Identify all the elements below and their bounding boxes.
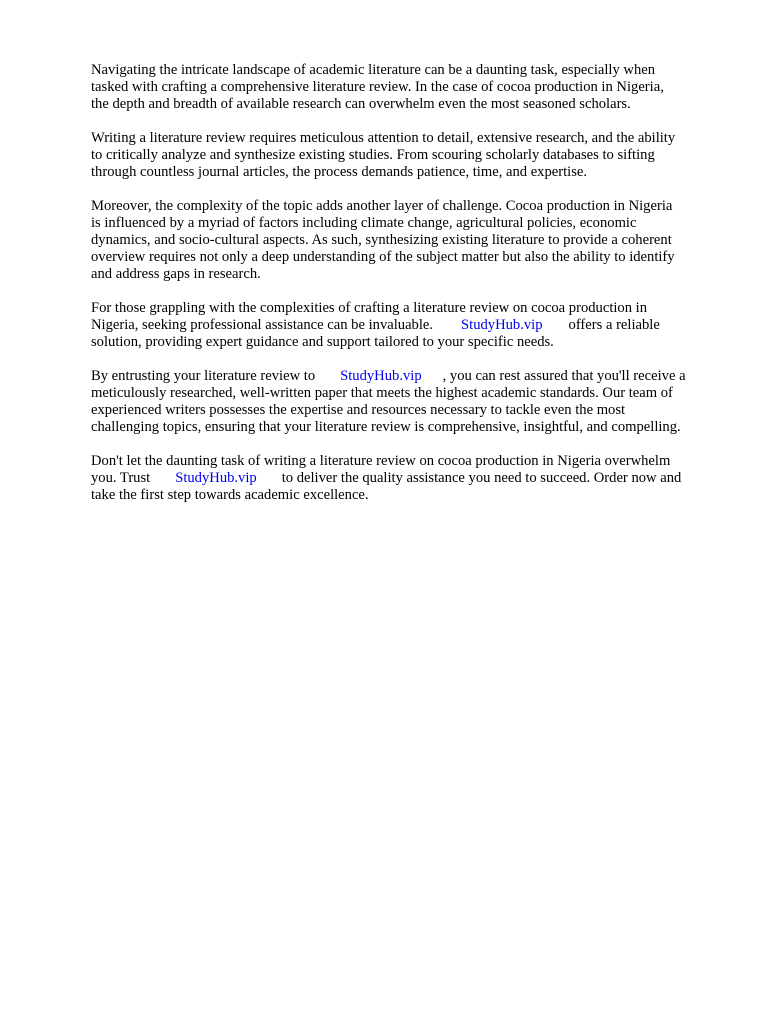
text-segment: Nigeria, seeking professional assistance can be invaluable. <box>91 317 434 333</box>
text-segment: to deliver the quality assistance you need to succeed. Order now and <box>281 470 682 486</box>
text-line: solution, providing expert guidance and support tailored to your specific needs. <box>91 334 554 350</box>
text-line: Writing a literature review requires meticulous attention to detail, extensive research, and the ability <box>91 130 676 146</box>
text-line: meticulously researched, well-written paper that meets the highest academic standards. Our team of <box>91 385 673 401</box>
text-line: Don't let the daunting task of writing a literature review on cocoa production in Nigeria overwhelm <box>91 453 671 469</box>
text-line: overview requires not only a deep understanding of the subject matter but also the ability to identify <box>91 249 675 265</box>
paragraph-call-to-action <box>91 453 731 504</box>
text-line: Navigating the intricate landscape of academic literature can be a daunting task, especially when <box>91 62 656 78</box>
text-line: tasked with crafting a comprehensive literature review. In the case of cocoa production in Nigeria, <box>91 79 664 95</box>
text-segment: you. Trust <box>91 470 151 486</box>
studyhub-link[interactable]: StudyHub.vip <box>175 470 257 486</box>
paragraph-entrusting <box>91 368 731 436</box>
text-line: the depth and breadth of available research can overwhelm even the most seasoned scholars. <box>91 96 631 112</box>
studyhub-link[interactable]: StudyHub.vip <box>340 368 422 384</box>
text-line-with-link <box>91 368 731 385</box>
text-line: For those grappling with the complexities of crafting a literature review on cocoa production in <box>91 300 648 316</box>
text-line-with-link <box>91 317 731 334</box>
text-line: Moreover, the complexity of the topic adds another layer of challenge. Cocoa production in Nigeria <box>91 198 673 214</box>
paragraph-assistance <box>91 300 731 351</box>
text-segment: , you can rest assured that you'll receive a <box>442 368 686 384</box>
text-line: is influenced by a myriad of factors including climate change, agricultural policies, economic <box>91 215 637 231</box>
paragraph-intro <box>91 62 731 113</box>
text-line: through countless journal articles, the process demands patience, time, and expertise. <box>91 164 588 180</box>
text-line: to critically analyze and synthesize existing studies. From scouring scholarly databases to sifting <box>91 147 655 163</box>
text-line: challenging topics, ensuring that your literature review is comprehensive, insightful, and compelling. <box>91 419 681 435</box>
paragraph-complexity <box>91 198 731 283</box>
text-line: experienced writers possesses the expertise and resources necessary to tackle even the most <box>91 402 626 418</box>
paragraph-writing-review <box>91 130 731 181</box>
text-line: take the first step towards academic excellence. <box>91 487 369 503</box>
text-segment: offers a reliable <box>568 317 660 333</box>
text-line: and address gaps in research. <box>91 266 261 282</box>
text-line-with-link <box>91 470 731 487</box>
studyhub-link[interactable]: StudyHub.vip <box>461 317 543 333</box>
document-body <box>91 62 731 521</box>
text-segment: By entrusting your literature review to <box>91 368 316 384</box>
text-line: dynamics, and socio-cultural aspects. As such, synthesizing existing literature to provide a coherent <box>91 232 672 248</box>
